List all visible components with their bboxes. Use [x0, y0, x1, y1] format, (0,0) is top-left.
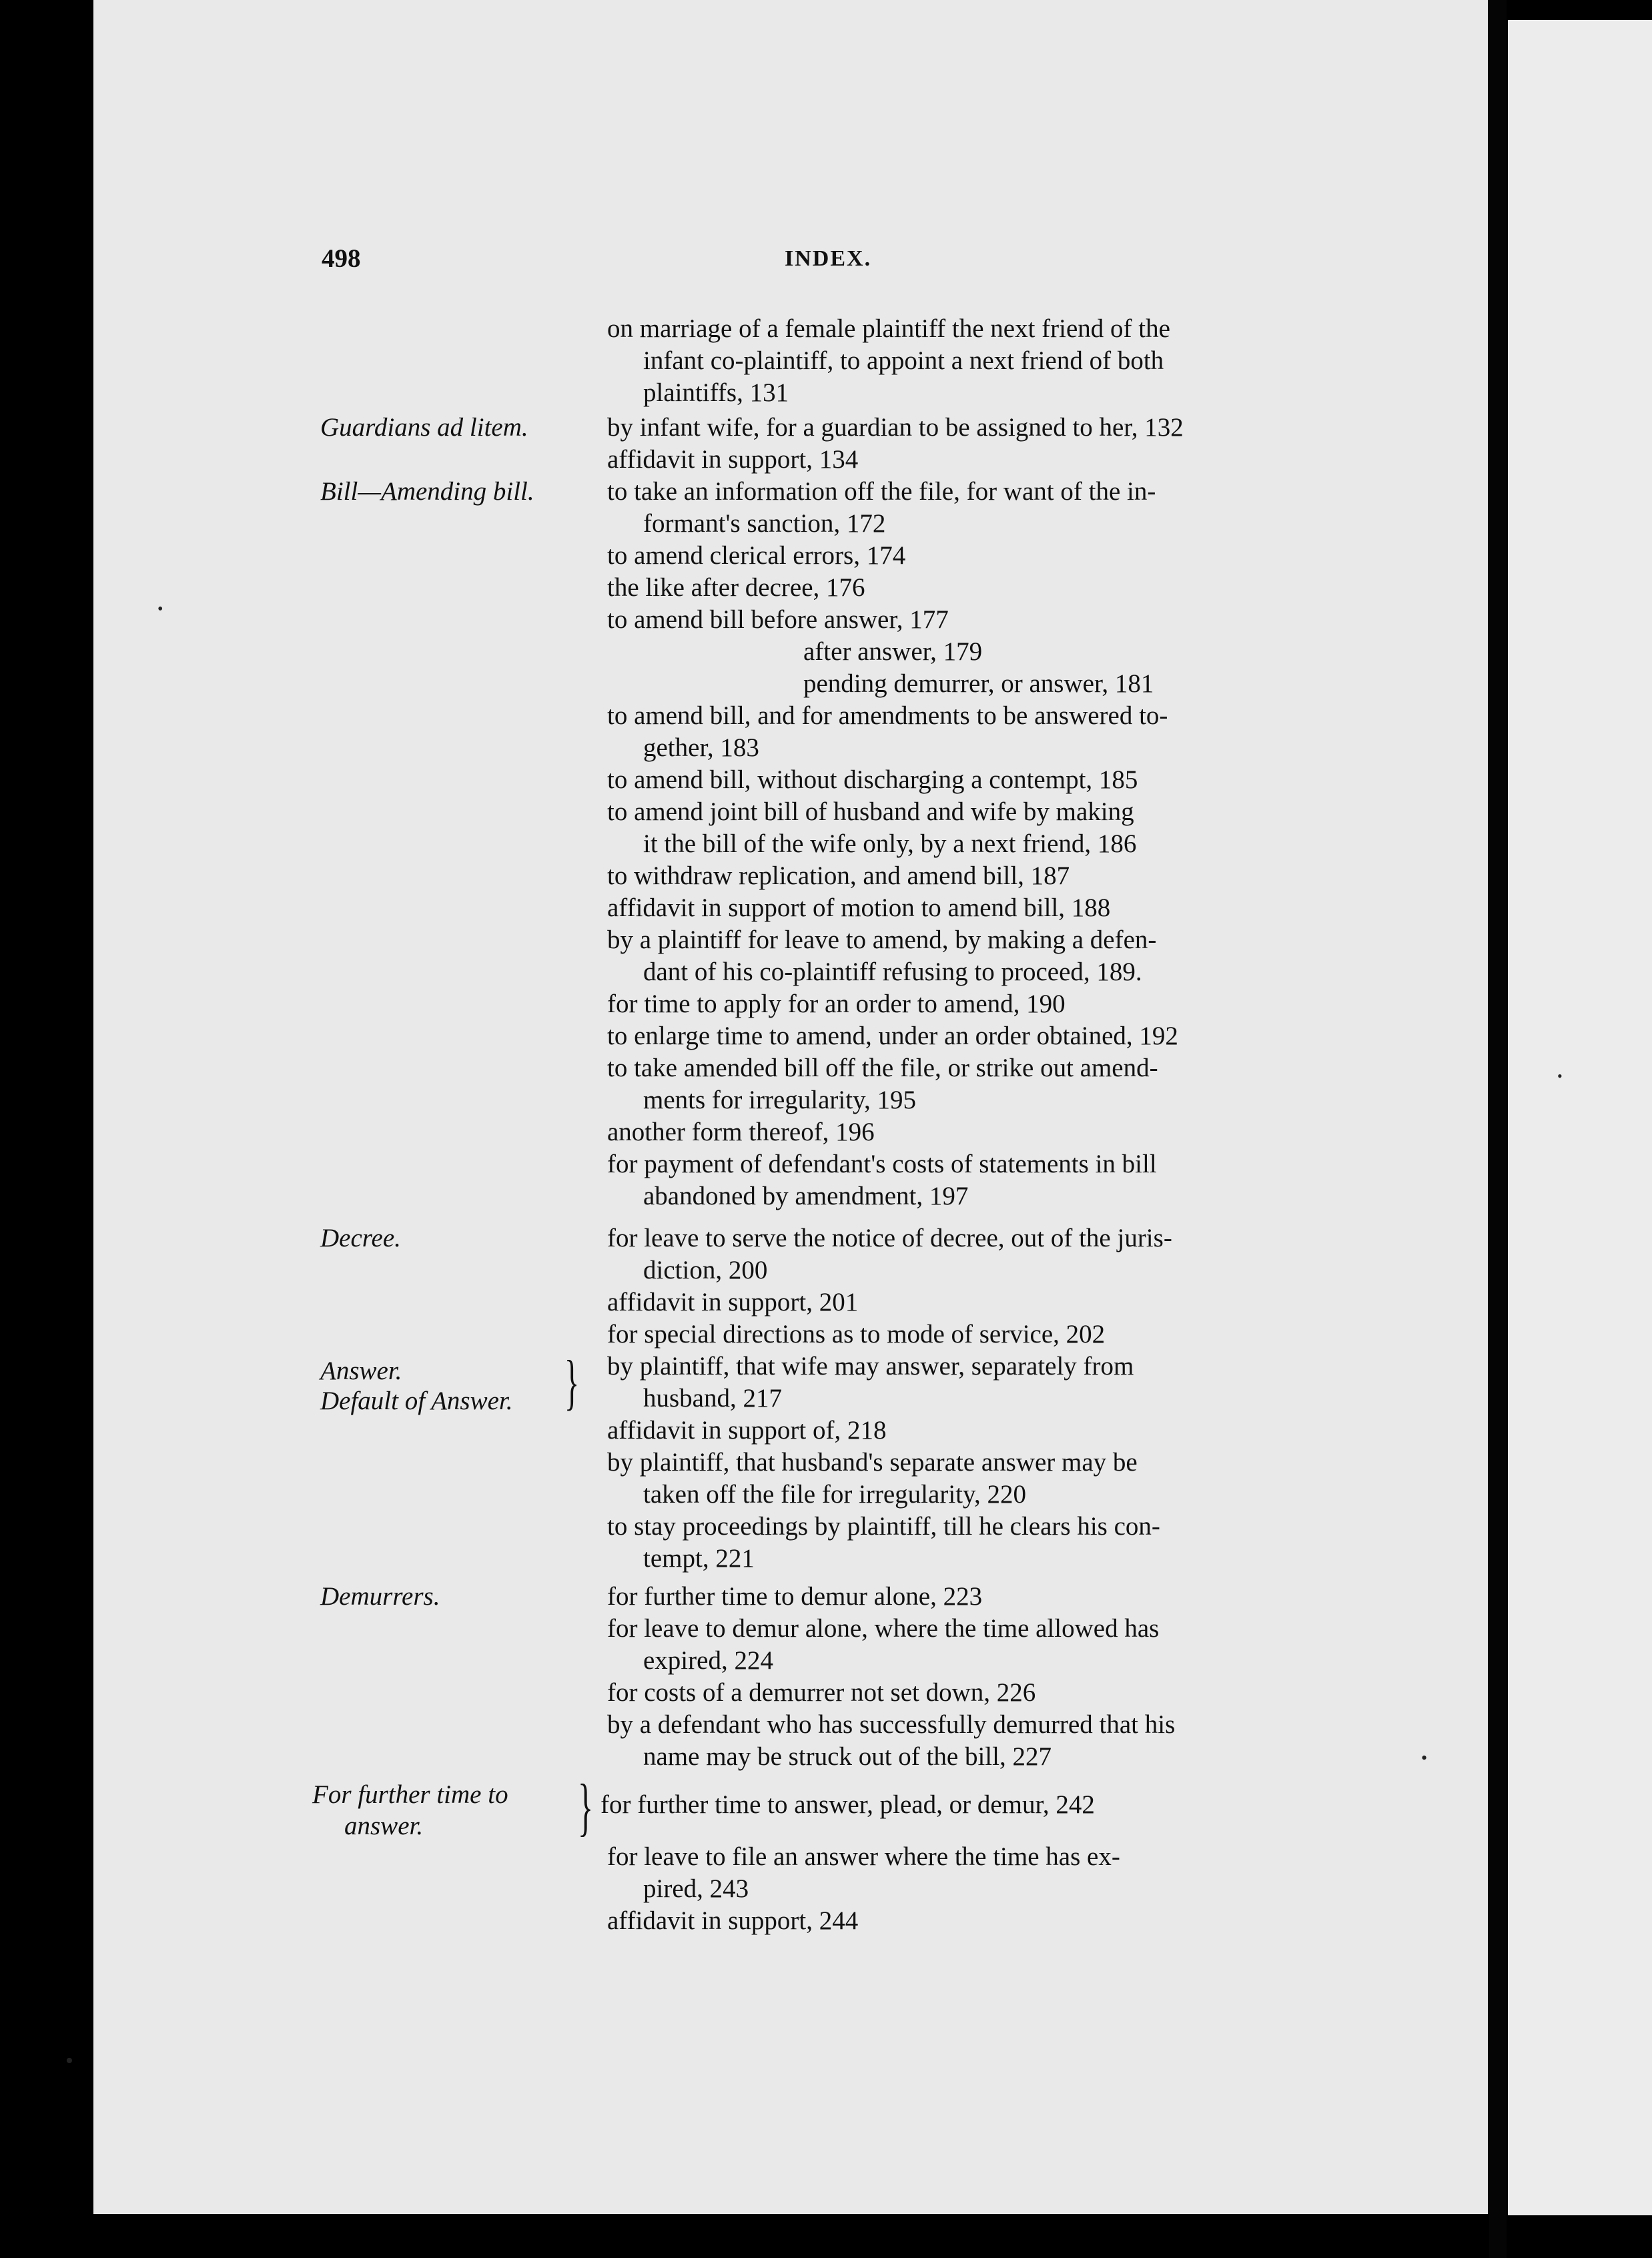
- entry-line: for special directions as to mode of service, 202: [607, 1320, 1106, 1349]
- entry-line: by a plaintiff for leave to amend, by making a defen-: [607, 925, 1157, 954]
- entry-line: for time to apply for an order to amend, 190: [607, 990, 1066, 1018]
- entry-line: for further time to demur alone, 223: [607, 1582, 983, 1611]
- entry-line: taken off the file for irregularity, 220: [643, 1480, 1026, 1509]
- entry-line: infant co-plaintiff, to appoint a next friend of both: [643, 346, 1164, 375]
- scan-speck: •: [65, 2048, 73, 2073]
- label-decree: Decree.: [320, 1224, 401, 1252]
- entry-line: pending demurrer, or answer, 181: [803, 669, 1154, 698]
- entry-line: to enlarge time to amend, under an order obtained, 192: [607, 1022, 1178, 1050]
- entry-line: plaintiffs, 131: [643, 378, 789, 407]
- entry-line: to amend joint bill of husband and wife by making: [607, 797, 1134, 826]
- entry-line: to amend bill, without discharging a contempt, 185: [607, 765, 1138, 794]
- scan-speck: •: [1421, 1748, 1428, 1768]
- entry-line: by plaintiff, that wife may answer, separately from: [607, 1352, 1134, 1381]
- entry-line: for costs of a demurrer not set down, 226: [607, 1678, 1036, 1707]
- entry-line: to stay proceedings by plaintiff, till he clears his con-: [607, 1512, 1160, 1541]
- entry-line: to take amended bill off the file, or strike out amend-: [607, 1054, 1158, 1082]
- entry-line: abandoned by amendment, 197: [643, 1182, 969, 1210]
- label-answer-2: answer.: [344, 1812, 424, 1840]
- entry-line: to take an information off the file, for want of the in-: [607, 477, 1156, 506]
- brace-answer: }: [564, 1348, 580, 1416]
- label-default-of-answer: Default of Answer.: [320, 1387, 513, 1415]
- entry-line: affidavit in support of, 218: [607, 1416, 887, 1445]
- entry-line: expired, 224: [643, 1646, 773, 1675]
- scan-speck: •: [1557, 1068, 1563, 1084]
- entry-line: by a defendant who has successfully demurred that his: [607, 1710, 1176, 1739]
- brace-further-time: }: [578, 1771, 594, 1842]
- label-demurrers: Demurrers.: [320, 1582, 440, 1611]
- label-answer: Answer.: [320, 1357, 402, 1385]
- entry-line: affidavit in support of motion to amend bill, 188: [607, 893, 1111, 922]
- entry-line: pired, 243: [643, 1874, 749, 1903]
- page-title: INDEX.: [785, 246, 872, 271]
- entry-line: by plaintiff, that husband's separate answer may be: [607, 1448, 1138, 1477]
- entry-line: to withdraw replication, and amend bill, 187: [607, 861, 1070, 890]
- entry-line: after answer, 179: [803, 637, 983, 666]
- entry-line: to amend bill, and for amendments to be answered to-: [607, 701, 1168, 730]
- label-for-further-time: For further time to: [312, 1780, 508, 1809]
- entry-line: affidavit in support, 134: [607, 445, 859, 474]
- entry-line: to amend bill before answer, 177: [607, 605, 949, 634]
- page-header: [0, 244, 1652, 284]
- scan-speck: •: [157, 601, 163, 618]
- entry-line: gether, 183: [643, 733, 759, 762]
- entry-line: on marriage of a female plaintiff the next friend of the: [607, 314, 1170, 343]
- entry-line: for leave to file an answer where the time has ex-: [607, 1842, 1120, 1871]
- entry-line: husband, 217: [643, 1384, 782, 1413]
- page-number: 498: [322, 244, 361, 273]
- entry-line: diction, 200: [643, 1256, 768, 1284]
- entry-line: for leave to serve the notice of decree, out of the juris-: [607, 1224, 1172, 1252]
- label-bill-amending-bill: Bill—Amending bill.: [320, 477, 534, 506]
- page-gutter: [1489, 0, 1507, 2258]
- entry-line: by infant wife, for a guardian to be assigned to her, 132: [607, 413, 1184, 442]
- label-guardians-ad-litem: Guardians ad litem.: [320, 413, 528, 442]
- entry-line: formant's sanction, 172: [643, 509, 886, 538]
- entry-line: ments for irregularity, 195: [643, 1086, 917, 1114]
- entry-line: tempt, 221: [643, 1544, 755, 1573]
- entry-line: dant of his co-plaintiff refusing to proceed, 189.: [643, 958, 1142, 986]
- entry-line: affidavit in support, 201: [607, 1288, 859, 1316]
- entry-line: it the bill of the wife only, by a next friend, 186: [643, 829, 1137, 858]
- entry-line: for further time to answer, plead, or demur, 242: [600, 1790, 1095, 1819]
- entry-line: for payment of defendant's costs of statements in bill: [607, 1150, 1157, 1178]
- entry-line: for leave to demur alone, where the time allowed has: [607, 1614, 1160, 1643]
- entry-line: the like after decree, 176: [607, 573, 865, 602]
- entry-line: name may be struck out of the bill, 227: [643, 1742, 1052, 1771]
- entry-line: affidavit in support, 244: [607, 1906, 859, 1935]
- entry-line: to amend clerical errors, 174: [607, 541, 906, 570]
- entry-line: another form thereof, 196: [607, 1118, 875, 1146]
- facing-page-edge: [1508, 20, 1652, 2215]
